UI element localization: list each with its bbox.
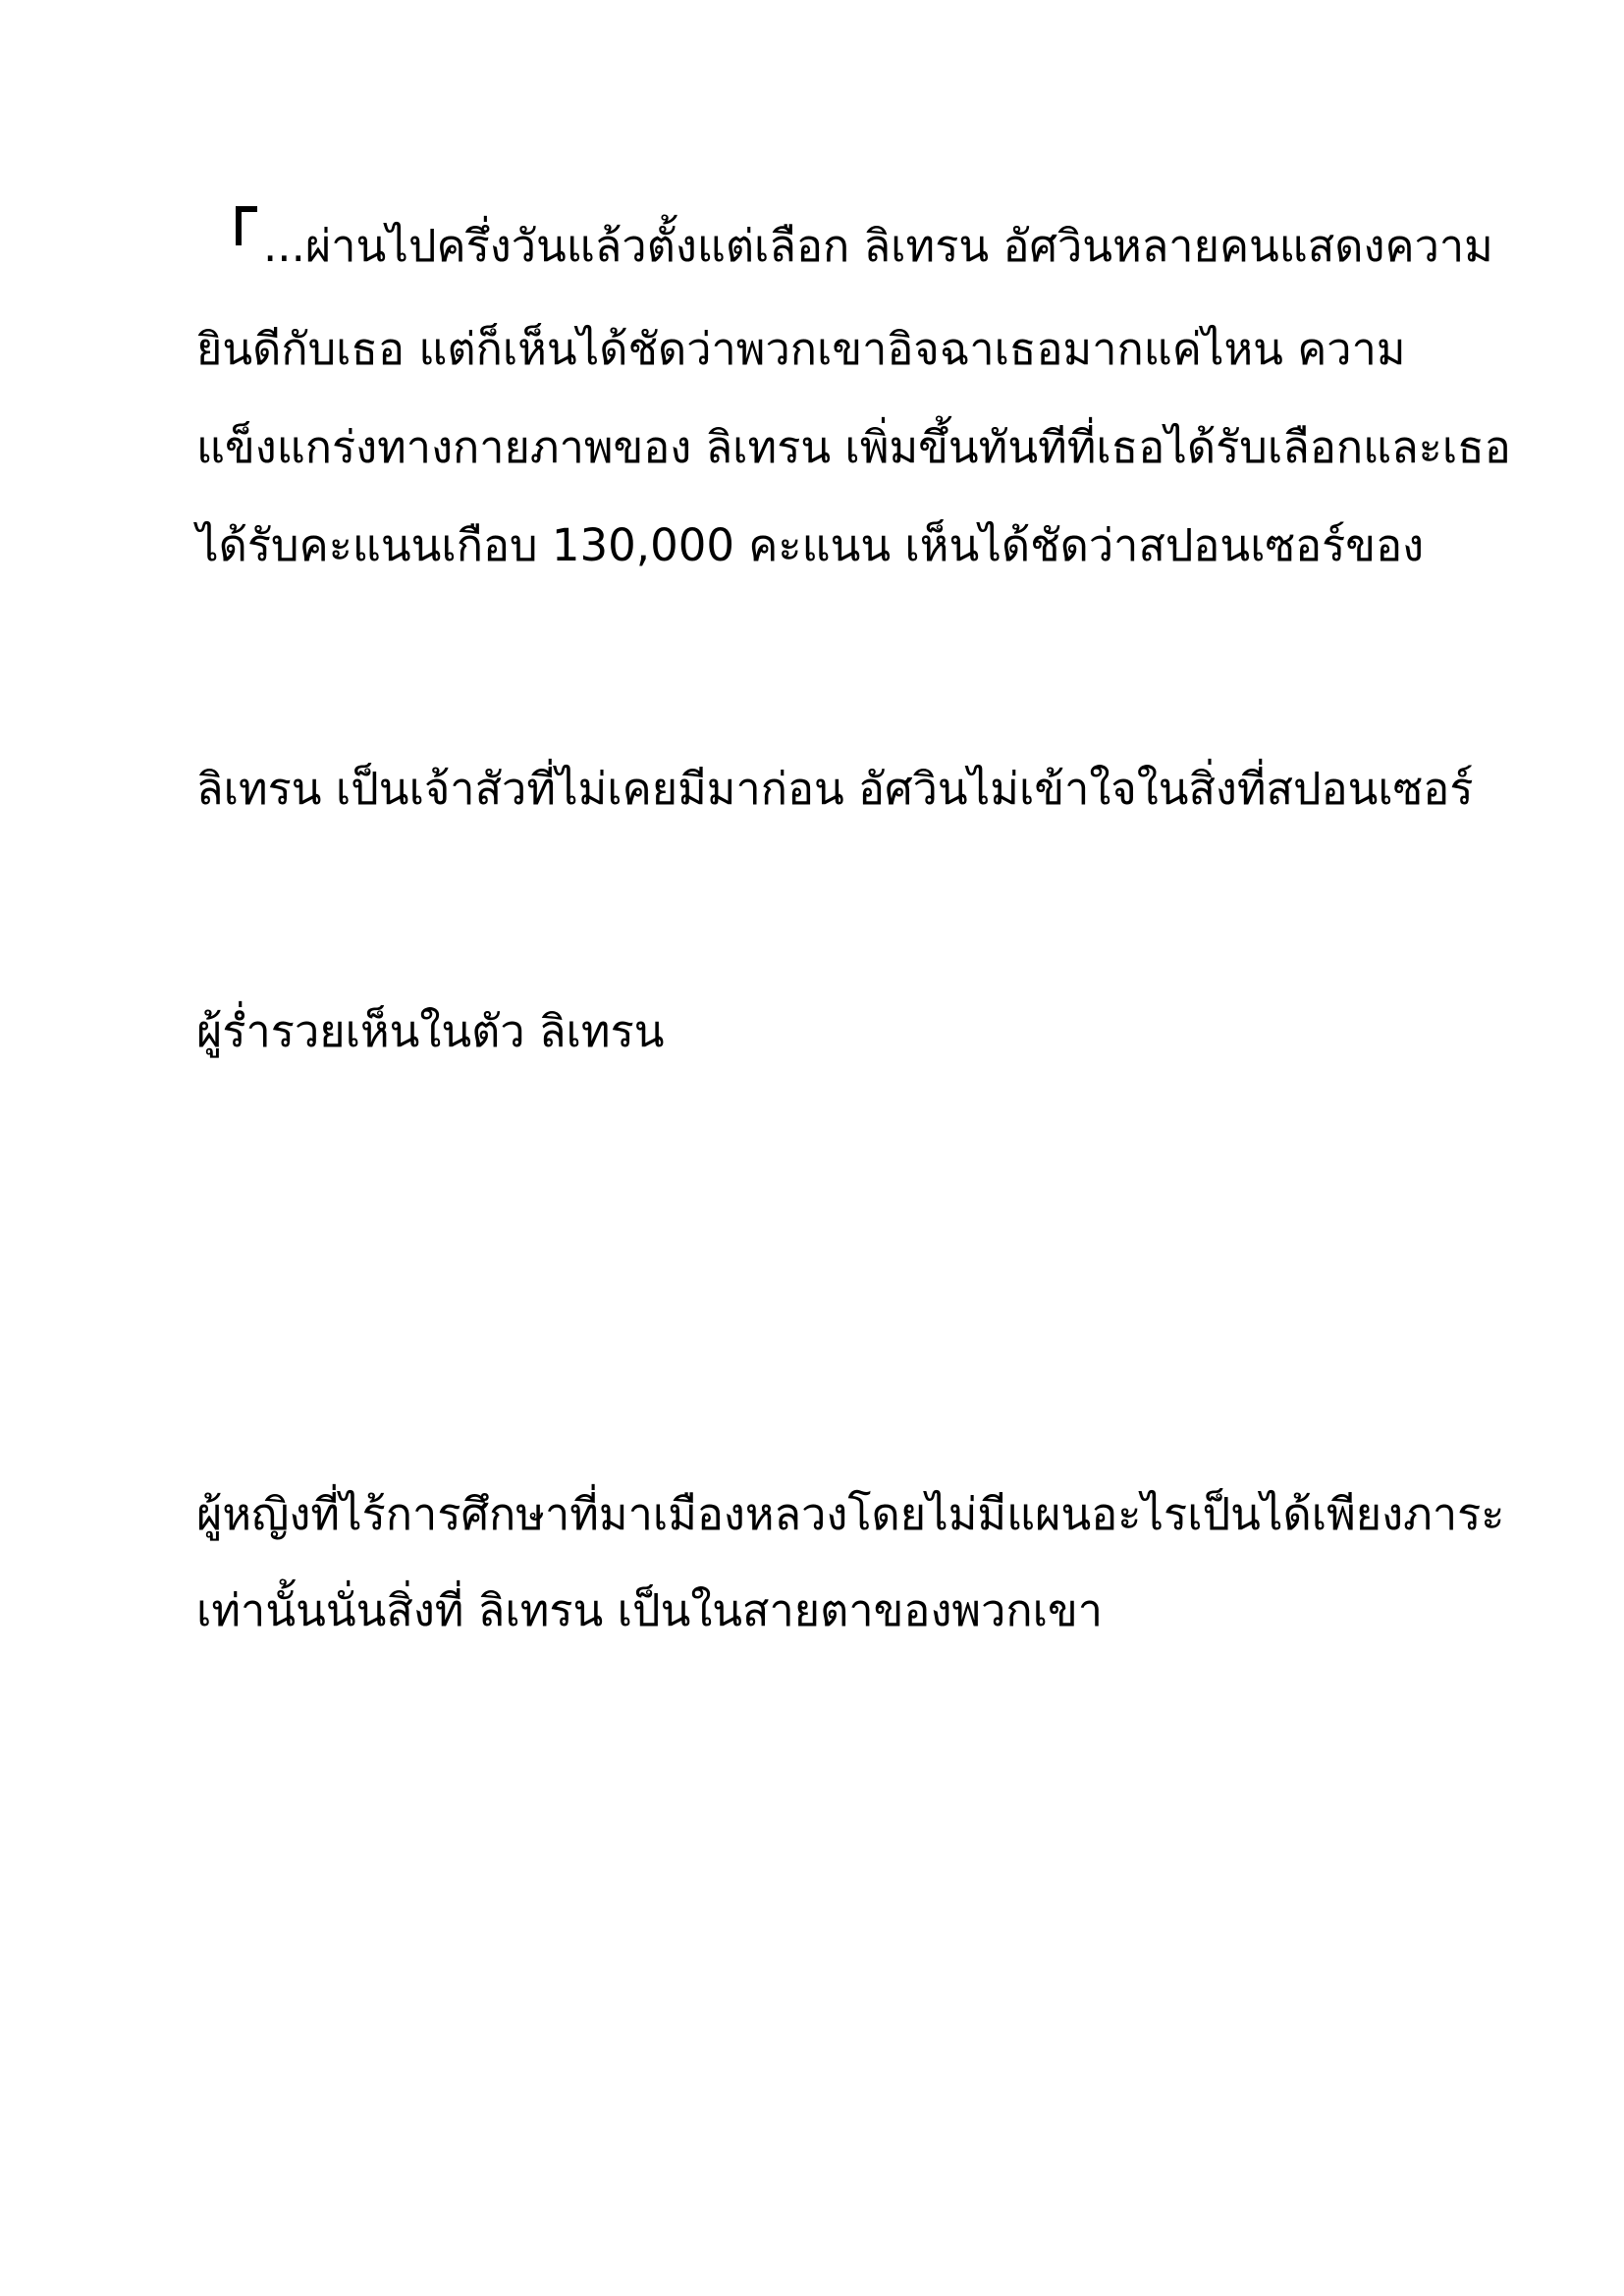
paragraph-4-line-2: เท่านั้นนั่นสิ่งที่ ลิเทรน เป็นในสายตาของพวกเขา [196,1584,1104,1636]
paragraph-1-line-1: ...ผ่านไปครึ่งวันแล้วตั้งแต่เลือก ลิเทรน อัศวินหลายคนแสดงความ [263,220,1493,272]
paragraph-1-line-3: แข็งแกร่งทางกายภาพของ ลิเทรน เพิ่มขึ้นทันทีที่เธอได้รับเลือกและเธอ [196,421,1511,473]
paragraph-4-line-1: ผู้หญิงที่ไร้การศึกษาที่มาเมืองหลวงโดยไม่มีแผนอะไรเป็นได้เพียงภาระ [196,1488,1505,1540]
paragraph-2-line-1: ลิเทรน เป็นเจ้าสัวที่ไม่เคยมีมาก่อน อัศวินไม่เข้าใจในสิ่งที่สปอนเซอร์ [196,763,1474,815]
paragraph-1-line-2: ยินดีกับเธอ แต่ก็เห็นได้ชัดว่าพวกเขาอิจฉาเธอมากแค่ไหน ความ [196,323,1406,375]
paragraph-1-line-4: ได้รับคะแนนเกือบ 130,000 คะแนน เห็นได้ชัดว่าสปอนเซอร์ของ [196,519,1425,571]
opening-corner-bracket-icon [236,206,257,245]
paragraph-3-line-1: ผู้ร่ำรวยเห็นในตัว ลิเทรน [196,1005,665,1057]
